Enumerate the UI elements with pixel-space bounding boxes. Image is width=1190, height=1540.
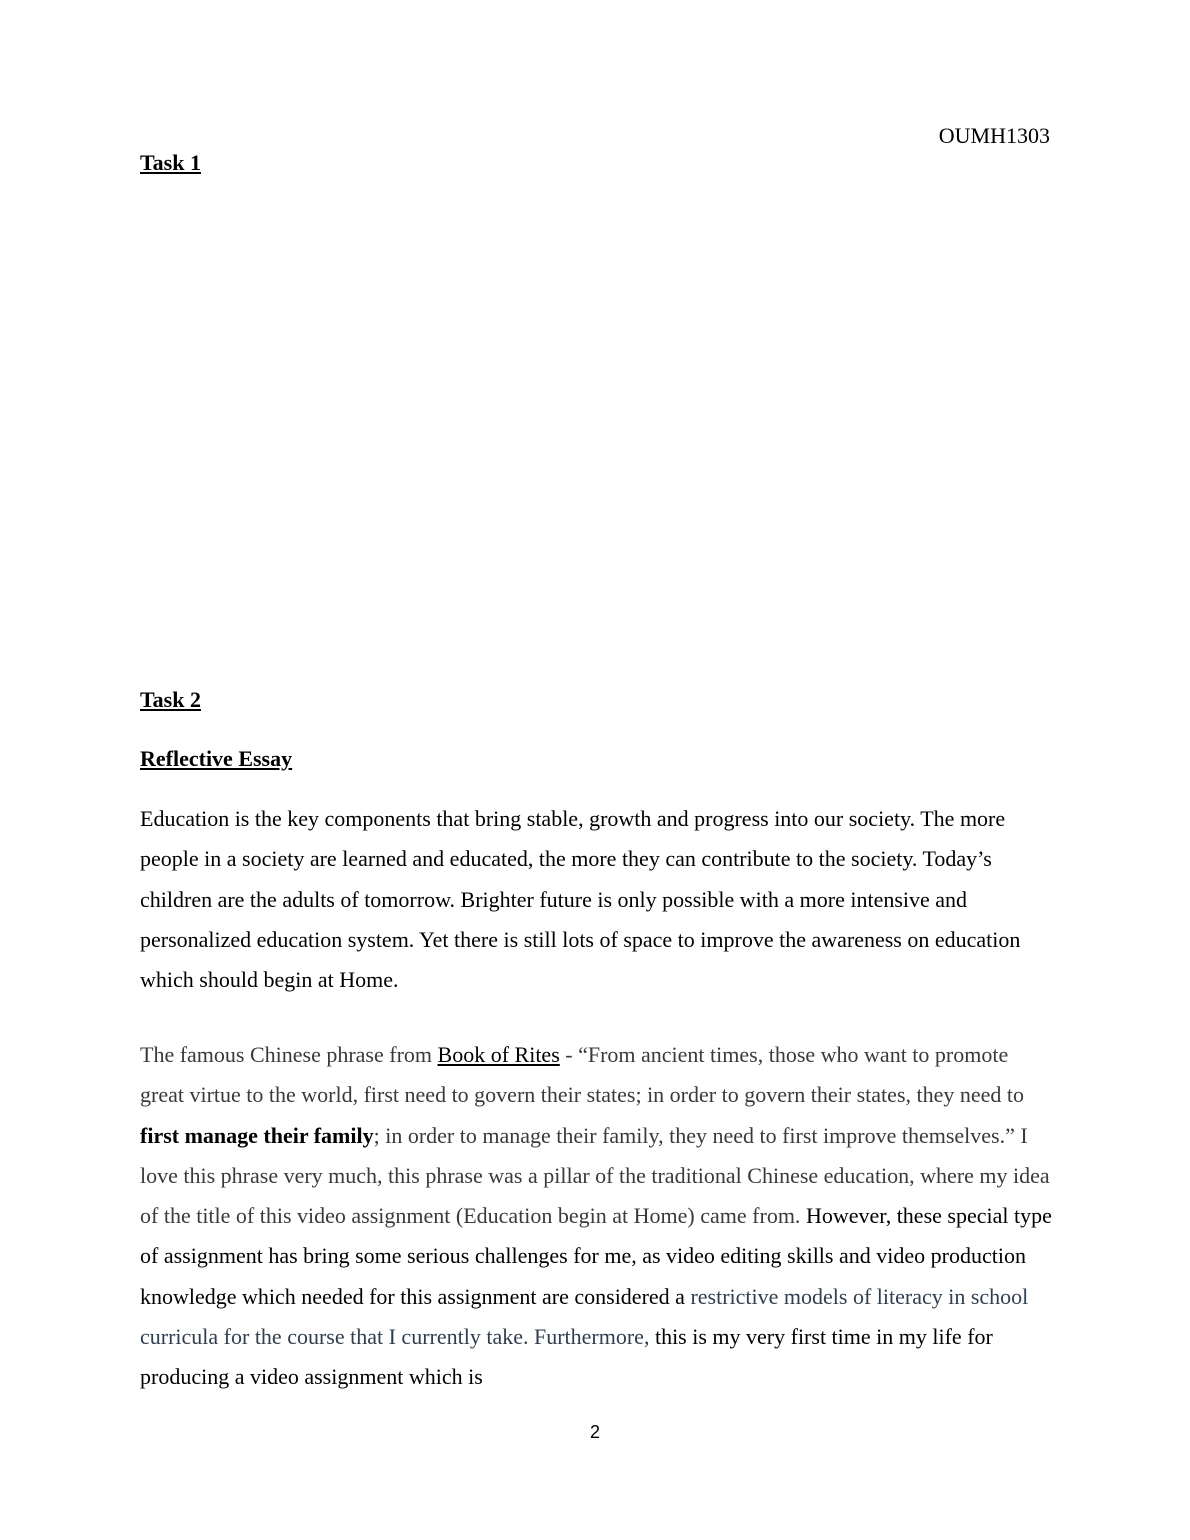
paragraph-2-quote-end: ; in order to manage their family, they need to first improve themselves.” I love this phrase very much, this phrase was a pillar of the traditional Chinese education, where my idea of the title of this video assignment (Education begin at Home) came from. [140, 1122, 1050, 1229]
paragraph-2-citation: restrictive models of literacy in school curricula for the course that I currently take. Furthermore, [140, 1283, 1029, 1350]
page-number: 2 [589, 1422, 600, 1442]
task2-heading: Task 2 [140, 687, 201, 712]
emphasized-phrase: first manage their family [140, 1122, 374, 1148]
paragraph-2-continuation: this is my very first time in my life for producing a video assignment which is [140, 1324, 993, 1390]
course-code: OUMH1303 [938, 123, 1050, 148]
paragraph-2-intro: The famous Chinese phrase from [140, 1042, 438, 1067]
paragraph-2-quote-start: - “From ancient times, those who want to promote great virtue to the world, first need to govern their states; in order to govern their states, they need to [140, 1042, 1025, 1108]
essay-paragraph-1: Education is the key components that bring stable, growth and progress into our society. The more people in a society are learned and educated, the more they can contribute to the society. Today’s children are the adults of tomorrow. Brighter future is only possible with a more intensive and personalized education system. Yet there is still lots of space to improve the awareness on education which should begin at Home. [140, 806, 1021, 993]
paragraph-2-challenges: However, these special type of assignment has bring some serious challenges for me, as video editing skills and video production knowledge which needed for this assignment are considered a [140, 1203, 1052, 1309]
task1-heading: Task 1 [140, 150, 201, 175]
book-title: Book of Rites [437, 1042, 560, 1067]
essay-title: Reflective Essay [140, 746, 293, 771]
essay-paragraph-2 [140, 1035, 1052, 1398]
